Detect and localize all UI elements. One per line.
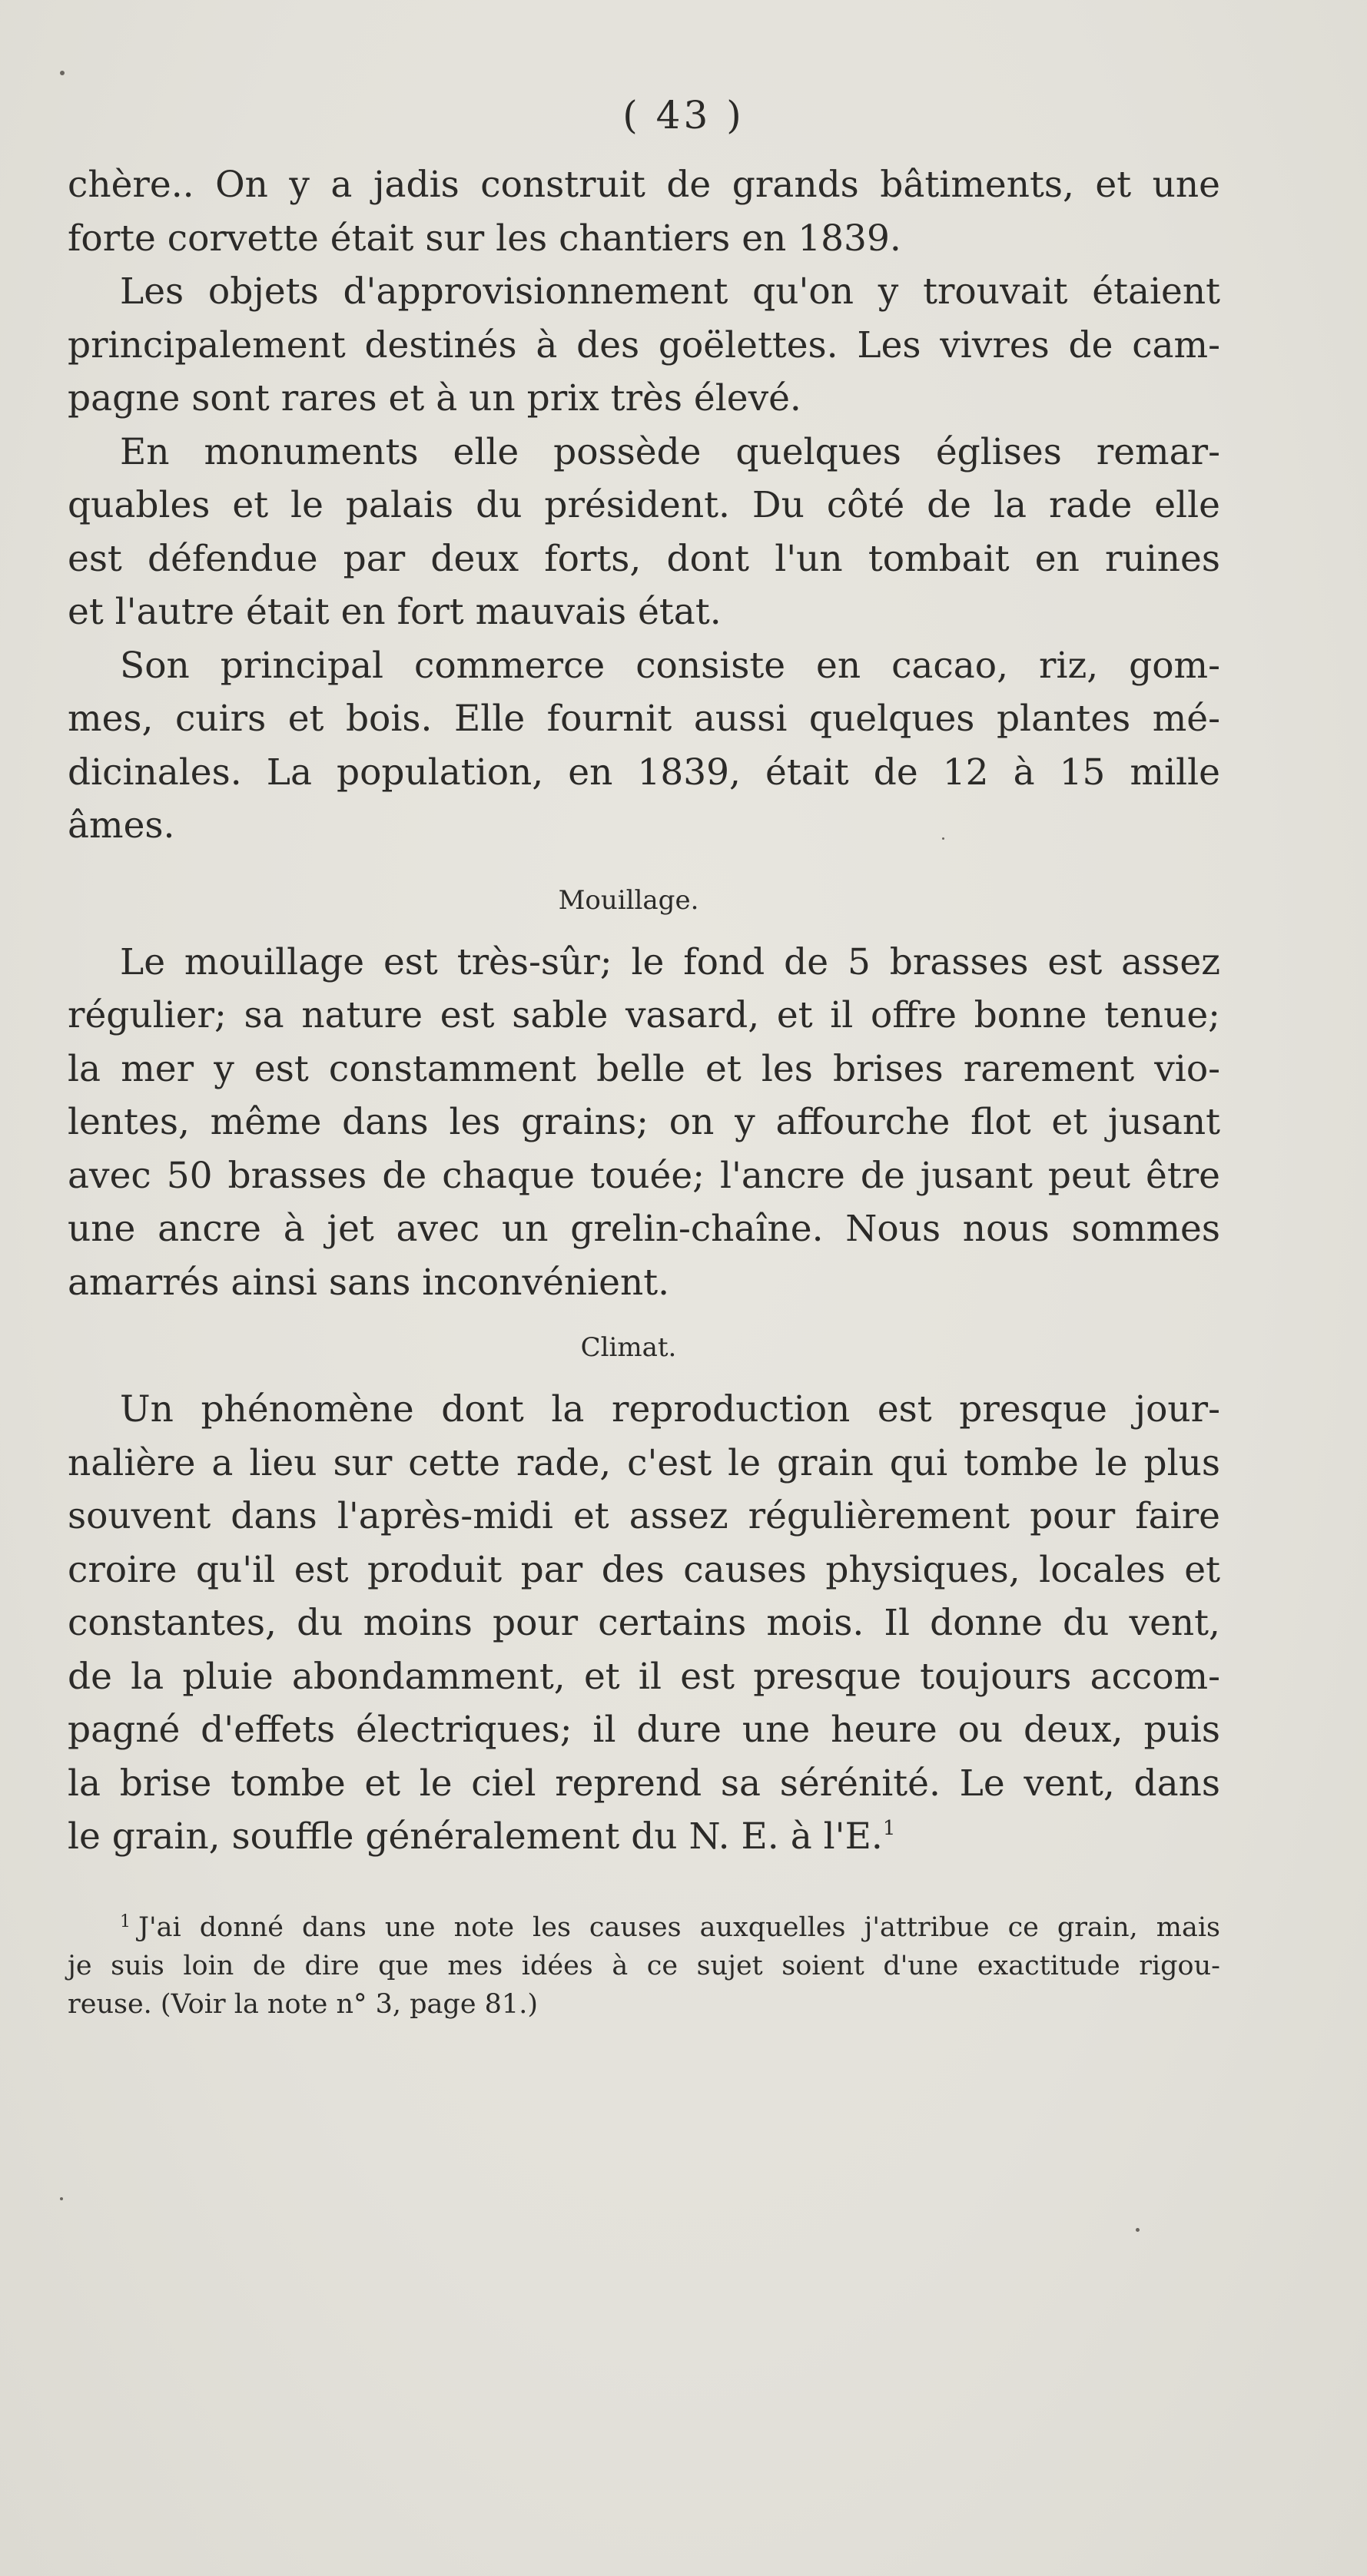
text-line: Son principal commerce consiste en cacao, riz, gom- — [120, 644, 1220, 687]
text-line: la brise tombe et le ciel reprend sa sérénité. Le vent, dans — [68, 1762, 1220, 1805]
footnote-line: je suis loin de dire que mes idées à ce sujet soient d'une exactitude rigou- — [68, 1950, 1220, 1981]
text-line: pagné d'effets électriques; il dure une heure ou deux, puis — [68, 1709, 1220, 1751]
text-line-with-note — [68, 1810, 1220, 1864]
text-line: principalement destinés à des goëlettes. Les vivres de cam- — [68, 323, 1220, 366]
footnote-text: J'ai donné dans une note les causes auxquelles j'attribue ce grain, mais — [138, 1911, 1220, 1943]
page-number: ( 43 ) — [622, 93, 745, 138]
text-line: nalière a lieu sur cette rade, c'est le grain qui tombe le plus — [68, 1441, 1220, 1484]
footnote-line — [68, 1908, 1220, 1947]
text-line: croire qu'il est produit par des causes physiques, locales et — [68, 1548, 1220, 1591]
footnote-marker: 1 — [120, 1911, 131, 1931]
text-line: constantes, du moins pour certains mois. Il donne du vent, — [68, 1602, 1220, 1644]
text-line: mes, cuirs et bois. Elle fournit aussi quelques plantes mé- — [68, 698, 1220, 740]
text-line: avec 50 brasses de chaque touée; l'ancre de jusant peut être — [68, 1154, 1220, 1197]
paragraph-mouillage — [68, 936, 1220, 1310]
paper-speck — [60, 71, 65, 75]
text-line: le grain, souffle généralement du N. E. à l'E. — [68, 1815, 883, 1858]
text-line: âmes. — [68, 804, 175, 847]
paper-speck — [1136, 2228, 1140, 2232]
text-line: et l'autre était en fort mauvais état. — [68, 591, 722, 633]
footnote — [68, 1908, 1220, 2024]
paragraph-construction — [68, 158, 1220, 265]
text-line: pagne sont rares et à un prix très élevé. — [68, 377, 801, 419]
text-line: lentes, même dans les grains; on y affourche flot et jusant — [68, 1101, 1220, 1143]
text-line: régulier; sa nature est sable vasard, et il offre bonne tenue; — [68, 994, 1220, 1036]
section-heading-mouillage: Mouillage. — [558, 884, 699, 916]
text-line: Un phénomène dont la reproduction est presque jour- — [120, 1388, 1220, 1431]
paragraph-climat — [68, 1383, 1220, 1864]
text-line: est défendue par deux forts, dont l'un tombait en ruines — [68, 537, 1220, 580]
text-line: En monuments elle possède quelques églises remar- — [120, 430, 1220, 473]
text-line: souvent dans l'après-midi et assez régulièrement pour faire — [68, 1495, 1220, 1537]
footnote-line: reuse. (Voir la note n° 3, page 81.) — [68, 1988, 538, 2020]
paper-speck — [60, 2197, 63, 2200]
text-line: Le mouillage est très-sûr; le fond de 5 brasses est assez — [120, 940, 1220, 983]
text-line: forte corvette était sur les chantiers en 1839. — [68, 217, 901, 260]
text-line: chère.. On y a jadis construit de grands bâtiments, et une — [68, 164, 1220, 206]
text-line: amarrés ainsi sans inconvénient. — [68, 1261, 670, 1304]
paragraph-commerce — [68, 639, 1220, 853]
text-line: dicinales. La population, en 1839, était de 12 à 15 mille — [68, 751, 1220, 794]
text-line: Les objets d'approvisionnement qu'on y trouvait étaient — [120, 270, 1220, 313]
page-body — [68, 158, 1220, 2024]
paper-speck — [942, 837, 944, 840]
paragraph-monuments — [68, 426, 1220, 639]
text-line: la mer y est constamment belle et les brises rarement vio- — [68, 1047, 1220, 1090]
text-line: de la pluie abondamment, et il est presque toujours accom- — [68, 1655, 1220, 1698]
text-line: une ancre à jet avec un grelin-chaîne. Nous nous sommes — [68, 1208, 1220, 1250]
footnote-reference[interactable]: 1 — [882, 1817, 896, 1840]
section-heading-climat: Climat. — [580, 1332, 677, 1363]
text-line: quables et le palais du président. Du côté de la rade elle — [68, 484, 1220, 526]
paragraph-approvisionnement — [68, 265, 1220, 426]
